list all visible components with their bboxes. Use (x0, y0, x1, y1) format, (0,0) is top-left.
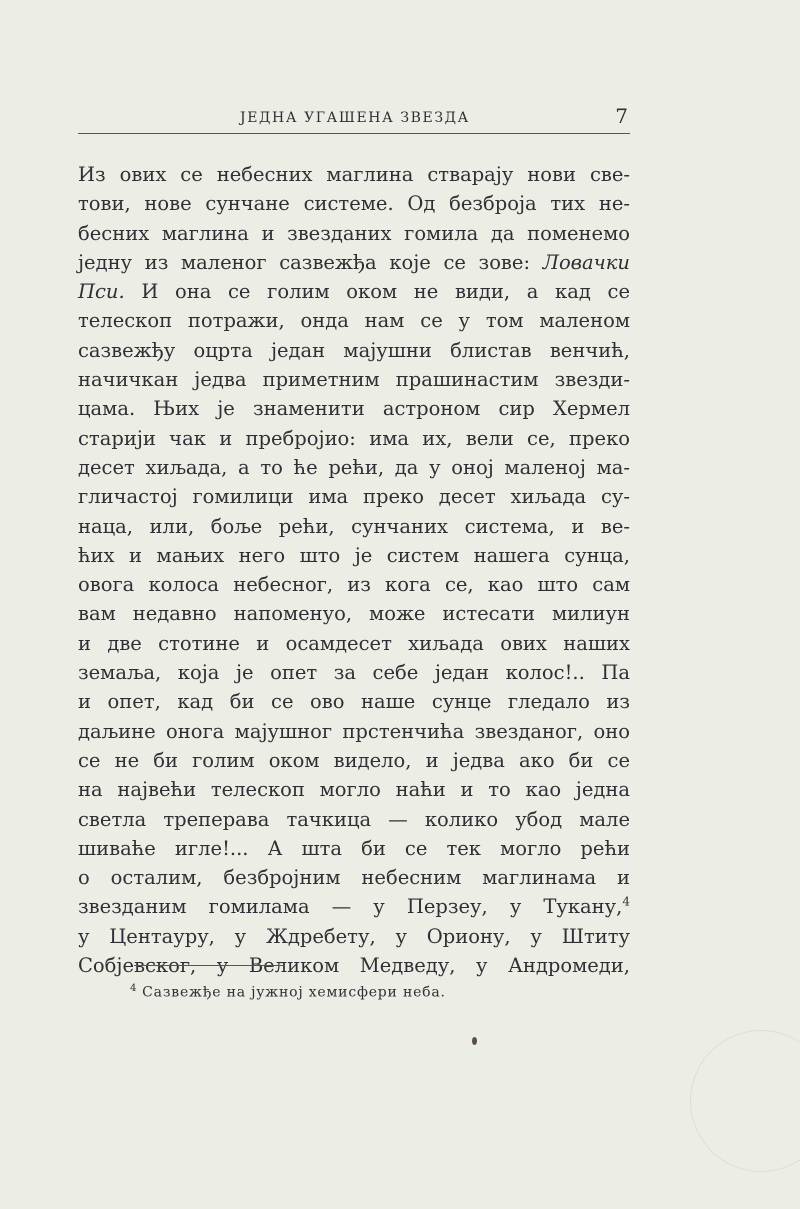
italic-term: Пси. (78, 280, 125, 304)
text-line: о осталим, безбројним небесним маглинама и (78, 866, 630, 890)
text-line: гличастој гомилици има преко десет хиљада су- (78, 485, 630, 509)
text-line: бесних маглина и звезданих гомила да поменемо (78, 221, 630, 245)
header-rule (78, 133, 630, 134)
body-text (78, 160, 630, 980)
text-line: старији чак и пребројио: има их, вели се, преко (78, 426, 630, 450)
text-line: светла треперава тачкица — колико убод мале (78, 807, 630, 831)
footnote (130, 983, 446, 1001)
text-line: десет хиљада, а то ће рећи, да у оној маленој ма- (78, 455, 630, 479)
page-number: 7 (615, 104, 628, 128)
text-line: наца, или, боље рећи, сунчаних система, и ве- (78, 514, 630, 538)
footnote-reference: 4 (622, 894, 630, 909)
footnote-text: Сазвежђе на јужној хемисфери неба. (142, 984, 446, 1001)
text-line: Из ових се небесних маглина стварају нови све- (78, 163, 630, 186)
text-line: звезданим гомилама — у Перзеу, у Тукану,$^4$ (78, 894, 630, 919)
footnote-rule (134, 965, 284, 966)
text-line: једну из маленог сазвежђа које се зове: Ловачки (78, 250, 630, 274)
text-line: овога колоса небесног, из кога се, као што сам (78, 573, 630, 597)
text-line: Пси. И она се голим оком не види, а кад се (78, 280, 630, 304)
text-line: телескоп потражи, онда нам се у том маленом (78, 309, 630, 333)
running-head (78, 104, 630, 134)
text-line: на највећи телескоп могло наћи и то као једна (78, 778, 630, 802)
text-line: ћих и мањих него што је систем нашега сунца, (78, 543, 630, 567)
text-line: даљине онога мајушног прстенчића звезданог, оно (78, 719, 630, 743)
text-line: Собјевског, у Великом Медведу, у Андромеди, (78, 954, 630, 978)
text-line: шиваће игле!... А шта би се тек могло рећи (78, 836, 630, 860)
italic-term: Ловачки (542, 250, 630, 274)
text-line: тови, нове сунчане системе. Од безброја тих не- (78, 192, 630, 216)
ink-spot (472, 1037, 477, 1045)
text-line: и две стотине и осамдесет хиљада ових наших (78, 631, 630, 655)
text-line: начичкан једва приметним прашинастим звезди- (78, 368, 630, 392)
text-line: се не би голим оком видело, и једва ако би се (78, 748, 630, 772)
paper-stain (690, 1030, 800, 1172)
footnote-number: 4 (130, 983, 138, 994)
text-line: сазвежђу оцрта један мајушни блистав венчић, (78, 338, 630, 362)
text-line: и опет, кад би се ово наше сунце гледало из (78, 690, 630, 714)
text-line: цама. Њих је знаменити астроном сир Хермел (78, 397, 630, 421)
text-line: у Центауру, у Ждребету, у Ориону, у Штиту (78, 924, 630, 948)
text-line: земаља, која је опет за себе један колос!.. Па (78, 661, 630, 685)
running-title: ЈЕДНА УГАШЕНА ЗВЕЗДА (240, 110, 470, 126)
text-line: вам недавно напоменуо, може истесати милиун (78, 602, 630, 626)
